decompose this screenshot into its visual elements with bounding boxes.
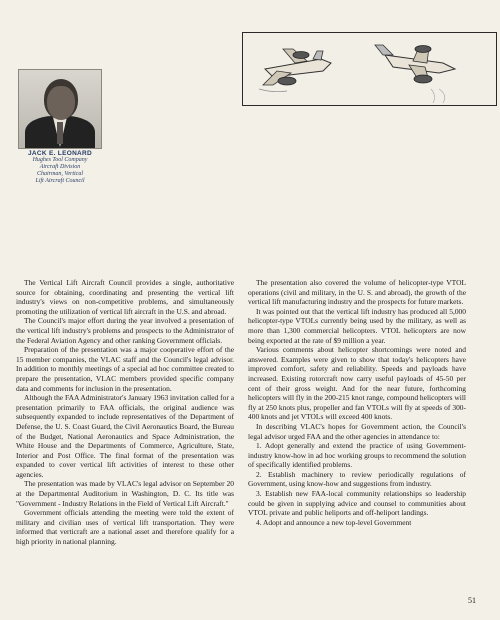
vtol-aircraft-illustration xyxy=(242,32,497,106)
photo-caption xyxy=(14,150,106,185)
aircraft-right xyxy=(375,45,455,103)
page-number: 51 xyxy=(468,596,476,605)
paragraph: Although the FAA Administrator's January 1963 invitation called for a presentation primarily to FAA officials, the original audience was subsequently expanded to include representatives of the Department of Defense, the U. S. Coast Guard, the Civil Aeronautics Board, the Bureau of the Budget, National Aeronautics and Space Administration, the White House and the Departments of Commerce, Agriculture, State, Interior and Post Office. The final format of the presentation was expanded to cover vertical lift activities of interest to these other agencies. xyxy=(16,393,234,479)
paragraph: In describing VLAC's hopes for Government action, the Council's legal advisor urged FAA and the other agencies in attendance to: xyxy=(248,421,466,441)
aircraft-left xyxy=(259,49,331,92)
paragraph: The Vertical Lift Aircraft Council provides a single, authoritative source for obtaining, coordinating and presenting the vertical lift industry's views on non-competitive problems, and simultaneously promoting the utilization of vertical lift aircraft in the U.S. and abroad. xyxy=(16,278,234,316)
caption-title: Chairman, Vertical xyxy=(37,171,83,178)
paragraph: The presentation also covered the volume of helicopter-type VTOL operations (civil and military, in the U. S. and abroad), the growth of the vertical lift manufacturing industry and the prospects for future markets. xyxy=(248,278,466,307)
left-text-column xyxy=(16,278,234,547)
list-item: 4. Adopt and announce a new top-level Government xyxy=(256,517,412,527)
paragraph: It was pointed out that the vertical lift industry has produced all 5,000 helicopter-type VTOLs currently being used by the military, as well as more than 1,300 commercial helicopters. VTOL helicopters are now being exported at the rate of $9 million a year. xyxy=(248,306,466,345)
paragraph: The Council's major effort during the year involved a presentation of the vertical lift industry's problems and prospects to the Administrator of the Federal Aviation Agency and other ranking Government officials. xyxy=(16,316,234,345)
caption-division: Aircraft Division xyxy=(39,164,81,171)
portrait-photo xyxy=(18,69,102,149)
list-item: 3. Establish new FAA-local community relationships so leadership could be given in supplying advice and counsel to communities about VTOL private and public heliports and off-heliport landings. xyxy=(248,489,466,518)
paragraph: Various comments about helicopter shortcomings were noted and answered. Examples were given to show that today's helicopters have improved comfort, safety and reliability. Speeds and payloads have increased. Existing rotorcraft now carry useful payloads of 45-50 per cent of their gross weight. And for the near future, forthcoming helicopters will fly in the 200-215 knot range, compound helicopters will fly at 250 knots plus, propeller and fan VTOLs will fly at speeds of 300-400 knots and jet VTOLs will exceed 400 knots. xyxy=(248,345,466,422)
paragraph: Preparation of the presentation was a major cooperative effort of the 15 member companies, the VLAC staff and the Council's legal advisor. In addition to monthly meetings of a special ad hoc committee created to prepare the presentation, VLAC members provided specific company data and comments for inclusion in the presentation. xyxy=(16,345,234,393)
list-item: 1. Adopt generally and extend the practice of using Government-industry know-how in ad hoc working groups to recommend the solution of specifically identified problems. xyxy=(248,441,466,470)
list-item: 2. Establish machinery to review periodically regulations of Government, using know-how and suggestions from industry. xyxy=(248,469,466,489)
paragraph: Government officials attending the meeting were told the extent of military and civilian uses of vertical lift transportation. They were informed that verticraft are a national asset and therefore qualify for a high priority in national planning. xyxy=(16,508,234,547)
aircraft-drawing xyxy=(243,33,496,105)
paragraph: The presentation was made by VLAC's legal advisor on September 20 at the Departmental Auditorium in Washington, D. C. Its title was "Government - Industry Relations in the Field of Vertical Lift Aircraft." xyxy=(16,479,234,508)
caption-council: Lift Aircraft Council xyxy=(35,178,85,185)
caption-name: JACK E. LEONARD xyxy=(27,150,93,157)
caption-company: Hughes Tool Company xyxy=(32,157,88,164)
right-text-column xyxy=(248,278,466,527)
